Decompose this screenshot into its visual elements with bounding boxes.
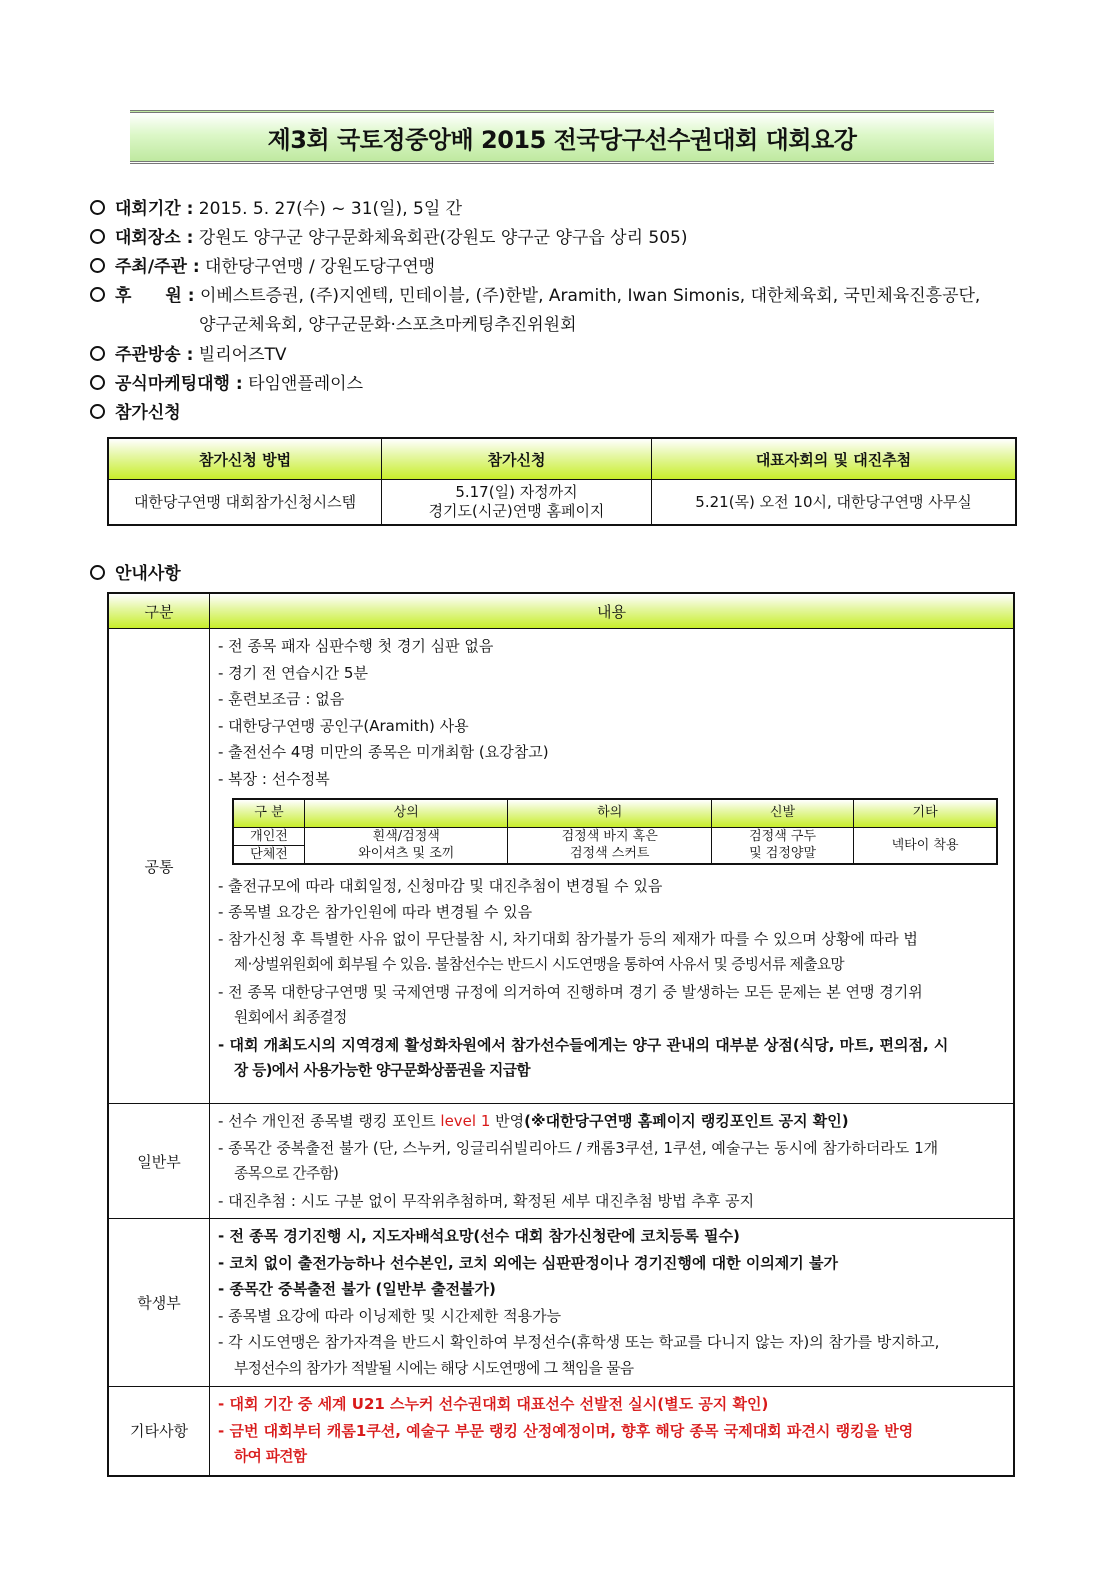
table-header: 신발 (711, 799, 853, 827)
table-cell: 대한당구연맹 대회참가신청시스템 (108, 480, 382, 526)
list-item: - 금번 대회부터 캐롬1쿠션, 예술구 부문 랭킹 산정예정이며, 향후 해당 종목 국제대회 파견시 랭킹을 반영 (218, 1421, 914, 1440)
table-header-row (108, 438, 1016, 480)
list-item: - 각 시도연맹은 참가자격을 반드시 확인하여 부정선수(휴학생 또는 학교를 다니지 않는 자)의 참가를 방지하고, (218, 1333, 940, 1351)
table-row (108, 480, 1016, 526)
info-sponsor: 후 원 : 이베스트증권, (주)지엔텍, 민테이블, (주)한밭, Aramith, Iwan Simonis, 대한체육회, 국민체육진흥공단, (90, 286, 980, 306)
list-item: 장 등)에서 사용가능한 양구문화상품권을 지급함 (234, 1062, 530, 1079)
list-item: - 대한당구연맹 공인구(Aramith) 사용 (218, 716, 469, 735)
list-item: - 종목별 요강에 따라 이닝제한 및 시간제한 적용가능 (218, 1306, 562, 1325)
info-broadcast: 주관방송 : 빌리어즈TV (90, 345, 287, 365)
list-item: - 선수 개인전 종목별 랭킹 포인트 level 1 반영(※대한당구연맹 홈페이지 랭킹포인트 공지 확인) (218, 1112, 849, 1130)
table-cell: 흰색/검정색 와이셔츠 및 조끼 (305, 827, 508, 864)
list-item: - 참가신청 후 특별한 사유 없이 무단불참 시, 차기대회 참가불가 등의 제재가 따를 수 있으며 상황에 따라 법 (218, 929, 918, 948)
title-box (130, 110, 994, 164)
common-content (210, 629, 1015, 1104)
list-item: - 대회 개최도시의 지역경제 활성화차원에서 참가선수들에게는 양구 관내의 대부분 상점(식당, 마트, 편의점, 시 (218, 1035, 949, 1054)
category-label: 일반부 (108, 1104, 210, 1219)
table-header: 구분 (108, 593, 210, 629)
table-header: 구 분 (233, 799, 305, 827)
list-item: 종목으로 간주함) (234, 1165, 339, 1182)
circle-bullet-icon (90, 258, 105, 273)
info-marketing: 공식마케팅대행 : 타임앤플레이스 (90, 374, 363, 394)
table-header: 대표자회의 및 대진추첨 (652, 438, 1017, 480)
circle-bullet-icon (90, 375, 105, 390)
list-item: - 훈련보조금 : 없음 (218, 690, 345, 708)
table-row (108, 629, 1014, 1104)
list-item: - 종목별 요강은 참가인원에 따라 변경될 수 있음 (218, 903, 533, 921)
circle-bullet-icon (90, 287, 105, 302)
page-title: 제3회 국토정중앙배 2015 전국당구선수권대회 대회요강 (267, 125, 857, 154)
table-cell: 검정색 바지 혹은 검정색 스커트 (508, 827, 711, 864)
table-cell: 넥타이 착용 (854, 827, 997, 864)
category-label: 학생부 (108, 1219, 210, 1387)
table-header: 참가신청 (382, 438, 652, 480)
table-cell: 5.17(일) 자정까지 경기도(시군)연맹 홈페이지 (382, 480, 652, 526)
circle-bullet-icon (90, 404, 105, 419)
notice-table (107, 592, 1015, 1477)
table-cell: 검정색 구두 및 검정양말 (711, 827, 853, 864)
list-item: 원회에서 최종결정 (234, 1009, 347, 1026)
list-item: - 출전규모에 따라 대회일정, 신청마감 및 대진추첨이 변경될 수 있음 (218, 876, 663, 895)
list-item: - 경기 전 연습시간 5분 (218, 663, 368, 682)
info-registration-heading: 참가신청 (90, 403, 181, 423)
circle-bullet-icon (90, 565, 105, 580)
list-item: - 복장 : 선수정복 (218, 769, 330, 788)
etc-content (210, 1387, 1015, 1476)
category-label: 기타사항 (108, 1387, 210, 1476)
list-item: - 종목간 중복출전 불가 (단, 스누커, 잉글리쉬빌리아드 / 캐롬3쿠션, 1쿠션, 예술구는 동시에 참가하더라도 1개 (218, 1138, 939, 1157)
notice-heading: 안내사항 (90, 564, 181, 584)
general-content (210, 1104, 1015, 1219)
circle-bullet-icon (90, 229, 105, 244)
info-period: 대회기간 : 2015. 5. 27(수) ~ 31(일), 5일 간 (90, 199, 462, 219)
circle-bullet-icon (90, 346, 105, 361)
table-header: 기타 (854, 799, 997, 827)
list-item: - 코치 없이 출전가능하나 선수본인, 코치 외에는 심판판정이나 경기진행에 대한 이의제기 불가 (218, 1253, 838, 1272)
list-item: 제·상벌위원회에 회부될 수 있음. 불참선수는 반드시 시도연맹을 통하여 사유서 및 증빙서류 제출요망 (234, 956, 845, 973)
list-item: - 전 종목 패자 심판수행 첫 경기 심판 없음 (218, 637, 494, 655)
registration-table (107, 437, 1017, 526)
list-item: - 전 종목 경기진행 시, 지도자배석요망(선수 대회 참가신청란에 코치등록 필수) (218, 1227, 740, 1245)
list-item: - 대진추첨 : 시도 구분 없이 무작위추첨하며, 확정된 세부 대진추첨 방법 추후 공지 (218, 1191, 755, 1210)
table-row (233, 827, 997, 845)
table-header-row (233, 799, 997, 827)
list-item: - 대회 기간 중 세계 U21 스누커 선수권대회 대표선수 선발전 실시(별도 공지 확인) (218, 1395, 769, 1413)
table-cell: 개인전 (233, 827, 305, 845)
info-organizer: 주최/주관 : 대한당구연맹 / 강원도당구연맹 (90, 257, 435, 277)
table-row (108, 1387, 1014, 1476)
table-header: 상의 (305, 799, 508, 827)
table-header: 참가신청 방법 (108, 438, 382, 480)
category-label: 공통 (108, 629, 210, 1104)
table-header: 하의 (508, 799, 711, 827)
student-content (210, 1219, 1015, 1387)
list-item: - 전 종목 대한당구연맹 및 국제연맹 규정에 의거하여 진행하며 경기 중 발생하는 모든 문제는 본 연맹 경기위 (218, 982, 923, 1001)
table-header: 내용 (210, 593, 1015, 629)
table-cell: 5.21(목) 오전 10시, 대한당구연맹 사무실 (652, 480, 1017, 526)
info-sponsor-cont: 양구군체육회, 양구군문화·스포츠마케팅추진위원회 (199, 315, 577, 335)
list-item: 부정선수의 참가가 적발될 시에는 해당 시도연맹에 그 책임을 물음 (234, 1359, 634, 1377)
circle-bullet-icon (90, 200, 105, 215)
table-row (108, 1104, 1014, 1219)
table-cell: 단체전 (233, 845, 305, 864)
table-row (108, 1219, 1014, 1387)
table-header-row (108, 593, 1014, 629)
info-venue: 대회장소 : 강원도 양구군 양구문화체육회관(강원도 양구군 양구읍 상리 505) (90, 228, 688, 248)
list-item: - 출전선수 4명 미만의 종목은 미개최함 (요강참고) (218, 743, 549, 761)
dress-code-table (232, 798, 998, 865)
list-item: - 종목간 중복출전 불가 (일반부 출전불가) (218, 1280, 496, 1298)
list-item: 하여 파견함 (234, 1448, 307, 1465)
